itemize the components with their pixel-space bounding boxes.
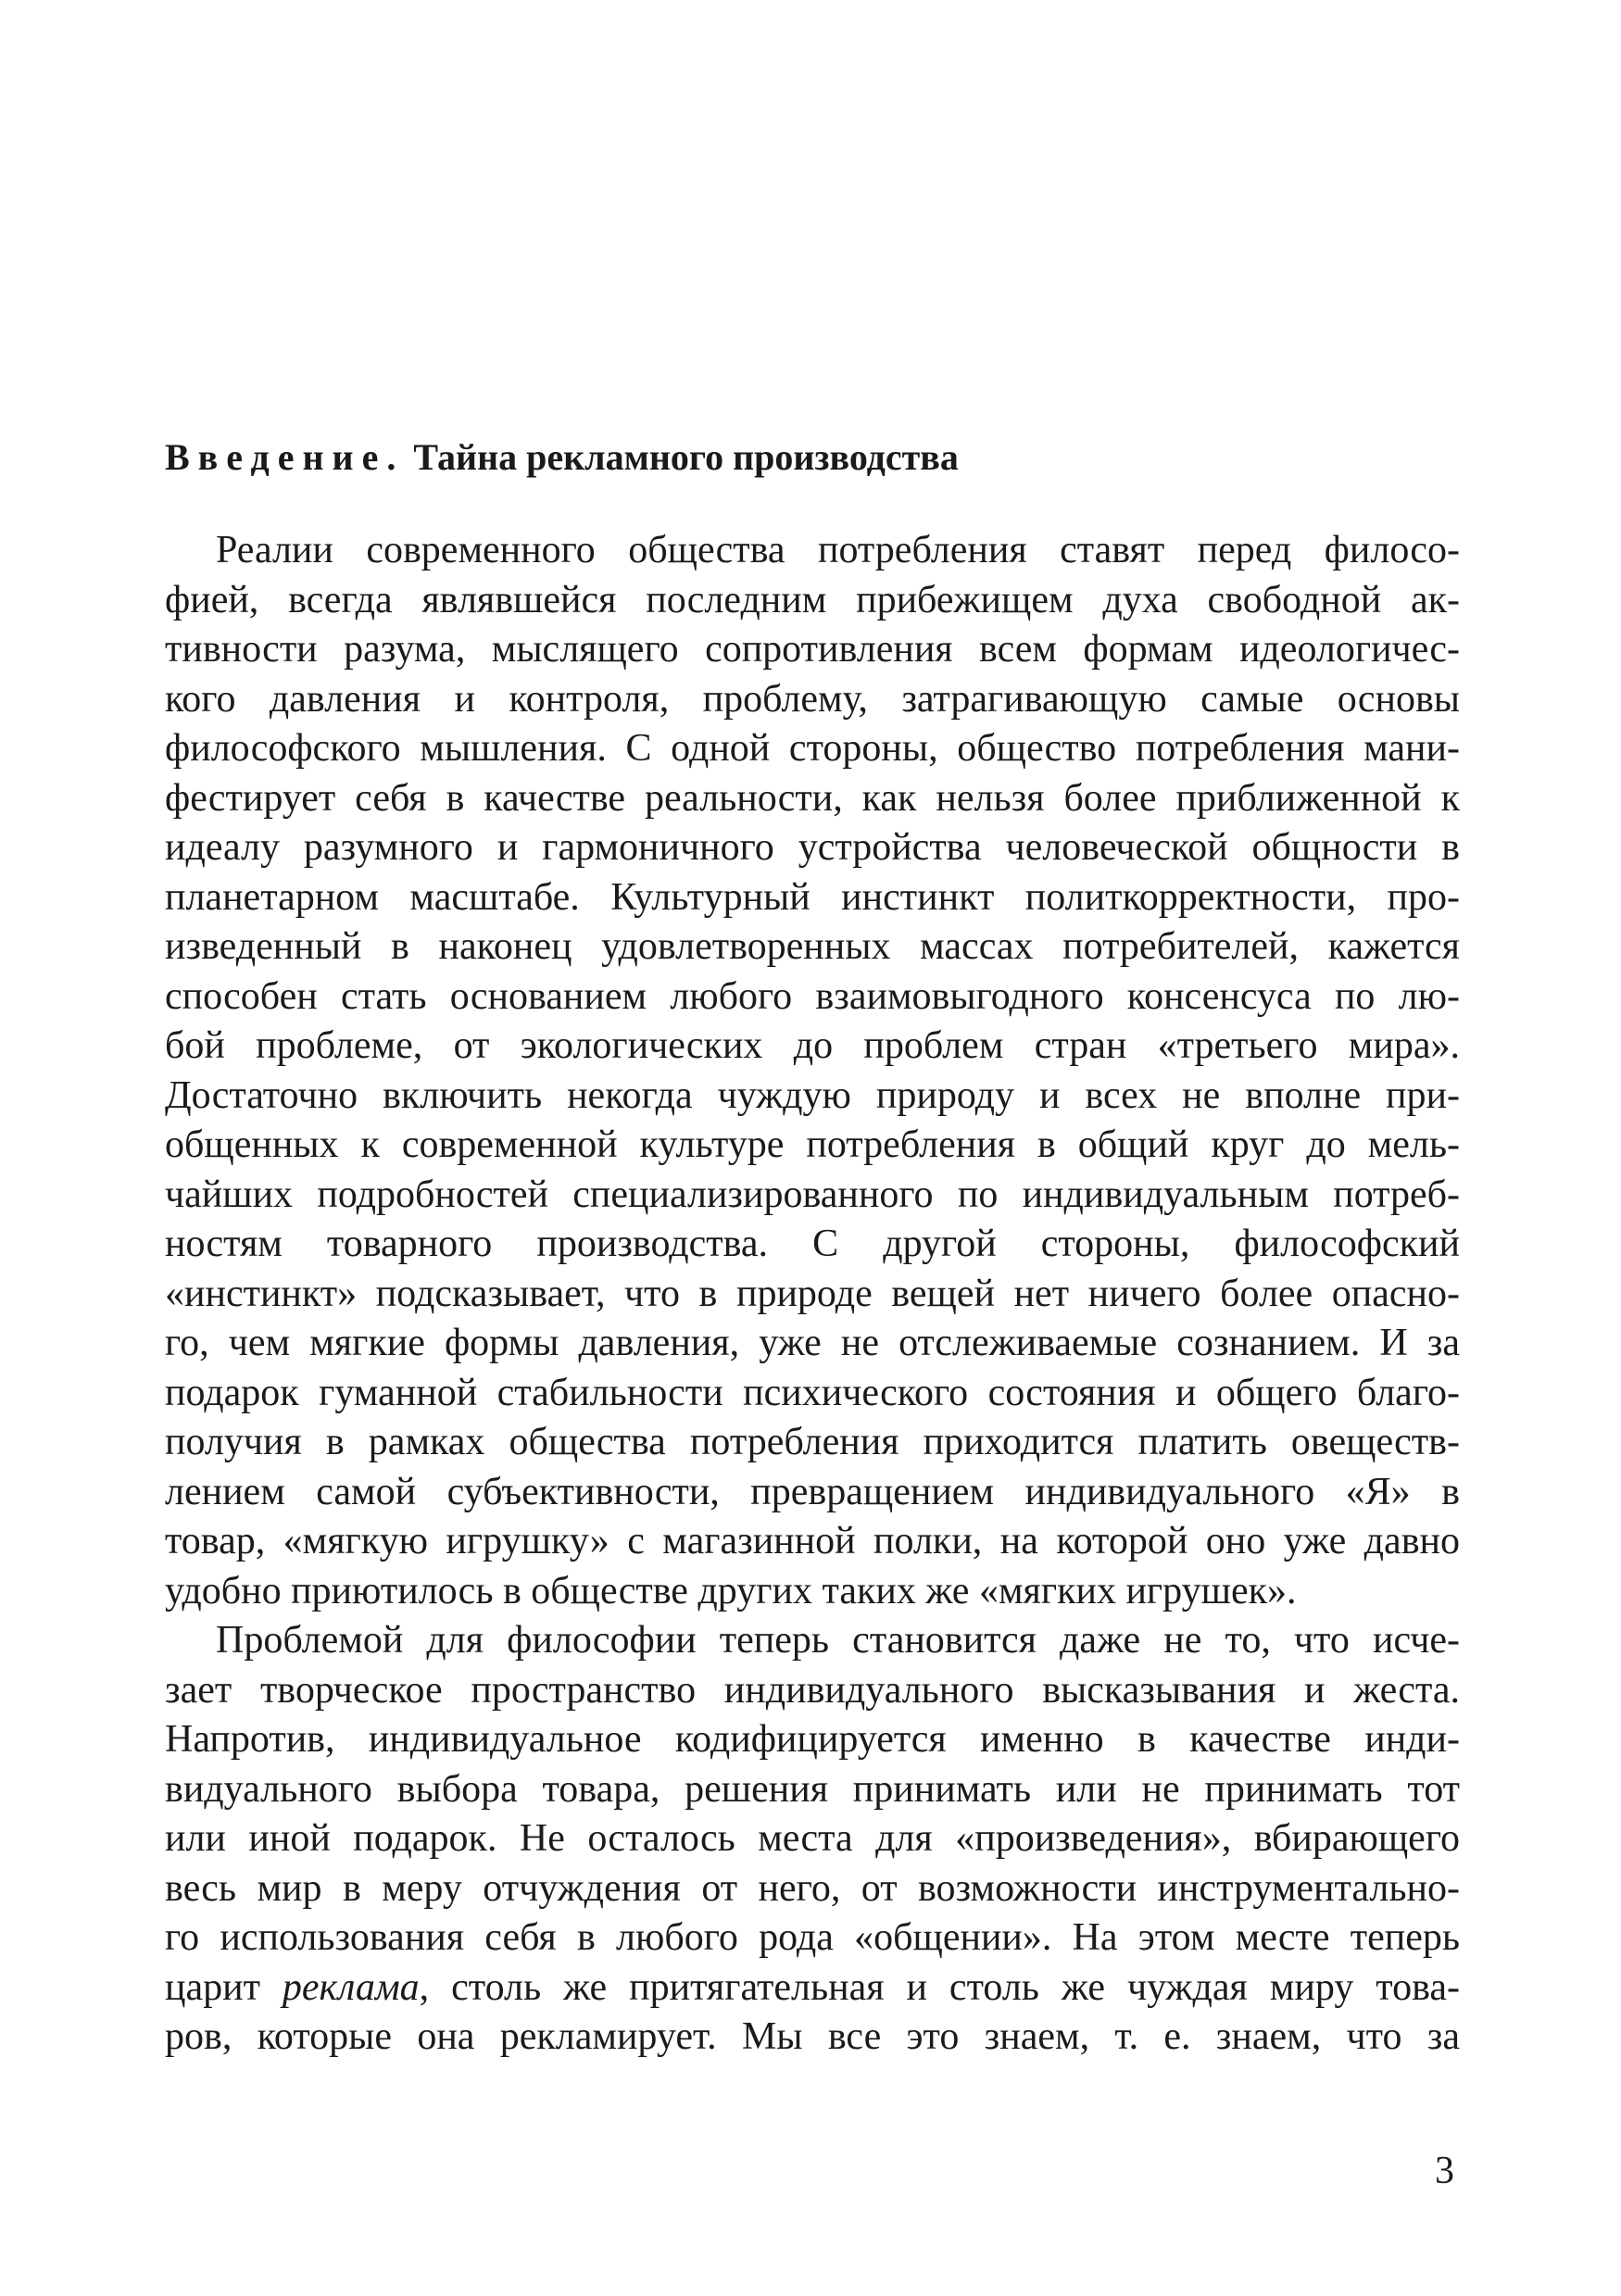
text-line: видуального выбора товара, решения принимать или не принимать тот	[165, 1767, 1460, 1811]
text-line: общенных к современной культуре потребления в общий круг до мель-	[165, 1123, 1460, 1166]
text-line: изведенный в наконец удовлетворенных массах потребителей, кажется	[165, 925, 1460, 968]
text-fragment: царит	[165, 1965, 283, 2009]
text-line: тивности разума, мыслящего сопротивления всем формам идеологичес-	[165, 628, 1460, 671]
text-fragment: , столь же притягательная и столь же чуждая миру това-	[419, 1965, 1460, 2009]
heading-title: Тайна рекламного производства	[413, 436, 959, 478]
body-text	[165, 526, 1460, 2063]
text-line: «инстинкт» подсказывает, что в природе вещей нет ничего более опасно-	[165, 1272, 1460, 1315]
text-line: зает творческое пространство индивидуального высказывания и жеста.	[165, 1668, 1460, 1712]
heading-label: Введение.	[165, 436, 405, 478]
text-line: кого давления и контроля, проблему, затрагивающую самые основы	[165, 677, 1460, 721]
text-line: идеалу разумного и гармоничного устройства человеческой общности в	[165, 826, 1460, 869]
text-line: товар, «мягкую игрушку» с магазинной полки, на которой оно уже давно	[165, 1520, 1460, 1562]
italic-term: реклама	[282, 1965, 420, 2009]
text-line: философского мышления. С одной стороны, общество потребления мани-	[165, 727, 1460, 770]
text-line: получия в рамках общества потребления приходится платить овеществ-	[165, 1421, 1460, 1463]
text-line: ров, которые она рекламирует. Мы все это знаем, т. е. знаем, что за	[165, 2015, 1460, 2058]
text-line: Проблемой для философии теперь становится даже не то, что исче-	[216, 1619, 1460, 1662]
text-line: или иной подарок. Не осталось места для «произведения», вбирающего	[165, 1817, 1460, 1860]
text-line: Напротив, индивидуальное кодифицируется именно в качестве инди-	[165, 1718, 1460, 1761]
text-line: лением самой субъективности, превращением индивидуального «Я» в	[165, 1470, 1460, 1513]
text-line: весь мир в меру отчуждения от него, от возможности инструментально-	[165, 1866, 1460, 1910]
text-line: удобно приютилось в обществе других таких же «мягких игрушек».	[165, 1569, 1297, 1612]
text-line: го, чем мягкие формы давления, уже не отслеживаемые сознанием. И за	[165, 1322, 1460, 1364]
text-line: фестирует себя в качестве реальности, как нельзя более приближенной к	[165, 776, 1460, 820]
text-line: Реалии современного общества потребления ставят перед филосо-	[216, 529, 1460, 571]
text-line: способен стать основанием любого взаимовыгодного консенсуса по лю-	[165, 974, 1460, 1018]
section-heading	[165, 433, 1462, 482]
text-line: Достаточно включить некогда чуждую природу и всех не вполне при-	[165, 1073, 1460, 1117]
page-number: 3	[1435, 2150, 1454, 2192]
text-line-with-italic	[165, 1964, 1460, 2014]
text-line: планетарном масштабе. Культурный инстинкт политкорректности, про-	[165, 875, 1460, 919]
text-line: чайших подробностей специализированного по индивидуальным потреб-	[165, 1173, 1460, 1216]
text-line: го использования себя в любого рода «общении». На этом месте теперь	[165, 1916, 1460, 1959]
text-line: ностям товарного производства. С другой стороны, философский	[165, 1223, 1460, 1265]
text-line: фией, всегда являвшейся последним прибежищем духа свободной ак-	[165, 578, 1460, 621]
text-line: подарок гуманной стабильности психического состояния и общего благо-	[165, 1371, 1460, 1414]
text-line: бой проблеме, от экологических до проблем стран «третьего мира».	[165, 1024, 1460, 1067]
